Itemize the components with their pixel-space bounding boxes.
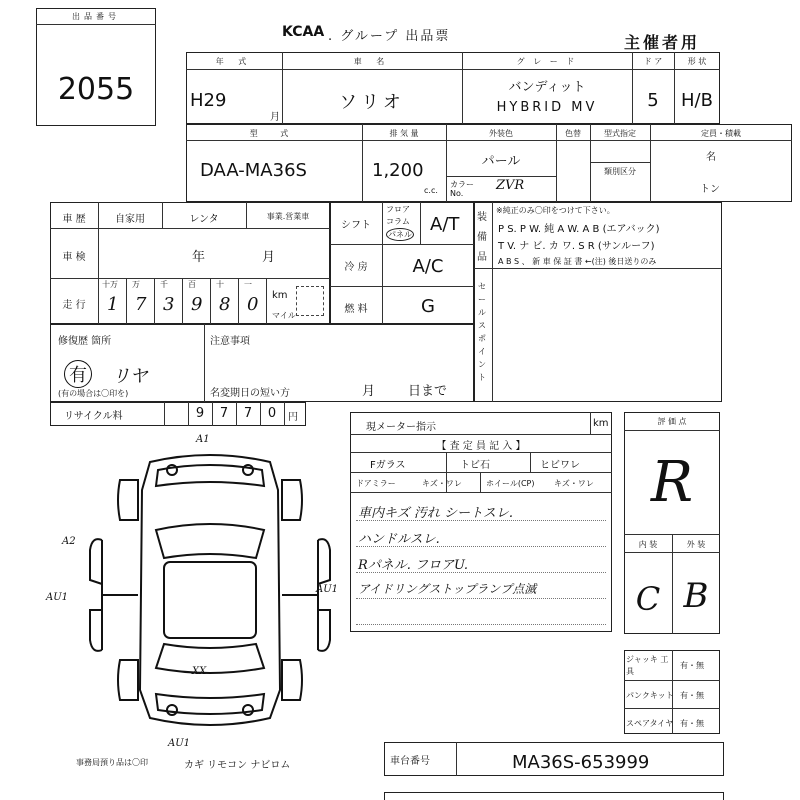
chassis-label: 車台番号 [390,756,430,767]
model-value: DAA-MA36S [200,160,307,181]
shape-label: 形 状 [687,57,707,66]
mileage-digit-3: 9 [191,294,203,315]
recycle-digit-3: 7 [243,406,253,421]
class-label: 類別区分 [604,167,636,176]
exterior-value: B [683,576,709,616]
model-label: 型 式 [249,129,299,138]
mileage-unit-100k: 十万 [102,280,118,289]
rating-label: 評 価 点 [657,417,687,426]
comment-line-0: 車内キズ 汚れ シートスレ. [358,506,514,521]
mileage-unit-1k: 千 [160,280,168,289]
doors-value: 5 [647,90,659,111]
comment-line-2: Rパネル. フロアU. [358,558,468,573]
history-label: 車 歴 [62,214,86,225]
sales-point-label: セールスポイント [478,282,486,382]
diagram-mark-a1: A1 [196,434,210,445]
recycle-digit-1: 9 [195,406,205,421]
header-brand: KCAA [282,24,325,40]
diagram-mark-au1-rear: AU1 [168,738,191,749]
repair-note: (有の場合は〇印を) [58,389,129,398]
recycle-digit-2: 7 [219,406,229,421]
header-title: . グループ 出品票 [328,29,451,44]
cc-label: 排 気 量 [389,129,419,138]
exterior-label: 外 装 [686,540,706,549]
year-label: 年 式 [215,57,253,66]
puncture-opts: 有・無 [680,691,704,700]
wheel-opts: キズ・ワレ [554,479,594,488]
mileage-unit-1: 一 [244,280,252,289]
color-label: 外装色 [489,129,513,138]
type-label: 型式指定 [604,129,636,138]
meter-unit: km [593,418,609,429]
grade-line1: バンディット [508,80,586,95]
notes-label: 注意事項 [210,336,250,347]
ac-value: A/C [412,256,444,277]
shift-opt-column: コラム [386,217,410,226]
diagram-mark-a2: A2 [62,536,76,547]
jack-label: ジャッキ 工 具 [626,655,669,676]
mileage-digits [98,278,266,324]
inspection-month: 月 [262,250,276,265]
mileage-unit-100: 百 [188,280,196,289]
color-value: パール [481,154,521,169]
interior-label: 内 装 [638,540,658,549]
equipment-label: 装 備 品 [477,212,487,263]
door-mirror-opts: キズ・ワレ [422,479,462,488]
puncture-label: パンクキット [626,691,674,700]
mileage-digit-5: 0 [247,294,259,315]
mileage-unit-10k: 万 [132,280,140,289]
colorex-label: 色替 [565,129,581,138]
grade-line2: HYBRID MV [496,100,598,115]
doors-label: ド ア [643,57,663,66]
mileage-digit-0: 1 [107,294,119,315]
mileage-unit-10: 十 [216,280,224,289]
name-value: ソリオ [339,92,405,113]
inspection-year: 年 [192,250,206,265]
equipment-note: ※純正のみ〇印をつけて下さい。 [496,206,615,215]
glass-crack: ヒビワレ [540,460,580,471]
interior-value: C [635,580,661,618]
meter-label: 現メーター指示 [366,422,436,433]
lot-number-label: 出品番号 [72,12,120,21]
comment-line-1: ハンドルスレ. [358,532,440,547]
office-items-label: 事務局預り品は〇印 [76,758,148,767]
diagram-mark-au1-left: AU1 [46,592,69,603]
recycle-digit-4: 0 [267,406,277,421]
lot-number-box [36,8,156,126]
capacity-unit-tons: トン [700,184,720,195]
cc-unit: c.c. [424,186,438,195]
repair-label: 修復歴 箇所 [58,336,112,347]
notes-deadline: 名変期日の短い方 [210,388,290,399]
diagram-mark-xx: XX [192,666,207,677]
lot-number-value: 2055 [57,72,135,107]
inspection-label: 車 検 [62,252,86,263]
km-label: km [272,290,288,301]
color-no-value: ZVR [496,178,525,193]
year-value: H29 [190,90,227,111]
cc-value: 1,200 [372,160,424,181]
glass-chip: トビ石 [460,460,490,471]
mile-checkbox [296,286,324,316]
shift-label: シフト [341,220,371,231]
door-mirror-label: ドアミラー [356,479,396,488]
name-label: 車 名 [353,57,391,66]
repair-value: 有 [64,360,92,388]
bottom-box-edge [384,792,724,800]
notes-day: 日まで [408,384,448,399]
fuel-value: G [421,296,435,317]
capacity-label: 定員・積載 [701,129,741,138]
equipment-line3: A B S 、 新 車 保 証 書 ←(注) 後日送りのみ [498,257,657,266]
spare-label: スペアタイヤ [626,719,674,728]
shift-opt-panel: パネル [388,230,412,239]
history-opt-business: 事業.営業車 [266,212,310,221]
shape-value: H/B [681,90,713,111]
shift-opt-floor: フロア [386,205,410,214]
recycle-label: リサイクル料 [64,411,123,422]
mileage-label: 走 行 [62,300,86,311]
notes-month: 月 [362,384,376,399]
jack-opts: 有・無 [680,661,704,670]
car-damage-diagram [80,440,340,740]
equipment-line2: T V. ナ ビ. カ ワ. S R (サンルーフ) [498,241,655,252]
comment-line-3: アイドリングストップランプ点滅 [358,582,537,596]
rating-value: R [650,450,694,515]
header-sponsor: 主催者用 [624,33,701,52]
inspector-title: 【 査 定 員 記 入 】 [436,441,526,452]
history-opt-rental: レンタ [189,214,219,225]
diagram-mark-au1-right: AU1 [316,584,339,595]
wheel-label: ホイール(CP) [486,479,535,488]
mile-label: マイル [272,311,296,320]
mileage-digit-4: 8 [219,294,231,315]
grade-label: グ レ ー ド [516,57,578,66]
chassis-value: MA36S-653999 [512,752,650,773]
color-no-label: カラー No. [450,180,474,198]
history-opt-private: 自家用 [115,214,145,225]
equipment-line1: P S. P W. 純 A W. A B (エアバック) [498,224,660,235]
recycle-unit: 円 [288,412,298,423]
glass-front: Fガラス [370,460,406,471]
capacity-unit-persons: 名 [706,152,716,163]
month-unit: 月 [270,112,280,123]
office-items-list: カギ リモコン ナビロム [184,760,291,771]
mileage-digit-1: 7 [135,294,147,315]
spare-opts: 有・無 [680,719,704,728]
fuel-label: 燃 料 [344,304,368,315]
repair-location: リヤ [112,366,148,387]
shift-value: A/T [430,214,460,235]
ac-label: 冷 房 [344,262,368,273]
mileage-digit-2: 3 [163,294,175,315]
